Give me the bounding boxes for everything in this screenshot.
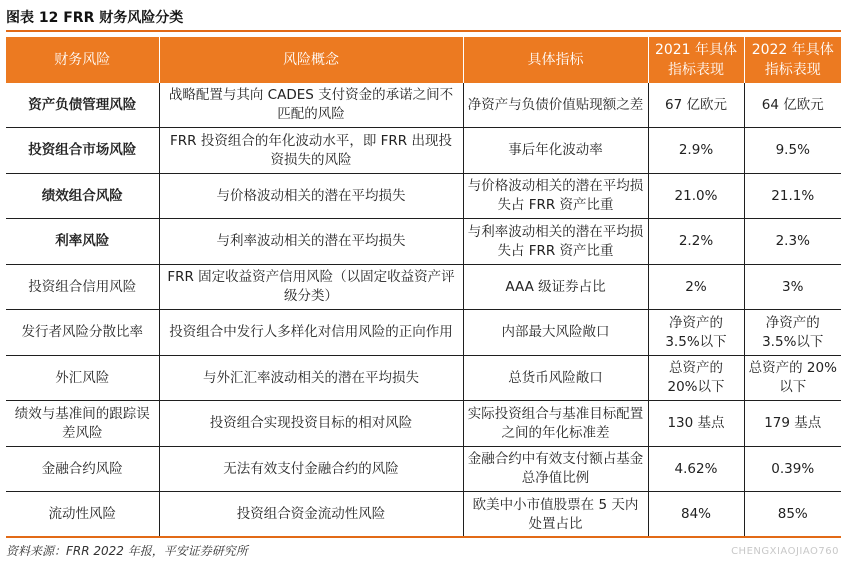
value-2021-cell: 21.0% (648, 174, 744, 219)
indicator-cell: 内部最大风险敞口 (463, 310, 648, 356)
risk-cell: 投资组合信用风险 (6, 265, 159, 310)
source-note: 资料来源：FRR 2022 年报，平安证券研究所 (6, 544, 248, 558)
header-indicator: 具体指标 (463, 37, 648, 83)
watermark: CHENGXIAOJIAO760 (731, 546, 839, 557)
value-2022-cell: 21.1% (744, 174, 841, 219)
value-2022-cell: 0.39% (744, 447, 841, 492)
value-2022-cell: 9.5% (744, 128, 841, 174)
table-row (6, 310, 841, 356)
value-2022-cell: 3% (744, 265, 841, 310)
risk-cell: 资产负债管理风险 (6, 83, 159, 128)
value-2022-cell: 净资产的 3.5%以下 (744, 310, 841, 356)
value-2021-cell: 净资产的 3.5%以下 (648, 310, 744, 356)
risk-cell: 金融合约风险 (6, 447, 159, 492)
value-2022-cell: 85% (744, 492, 841, 538)
table-row (6, 265, 841, 310)
value-2022-cell: 179 基点 (744, 401, 841, 447)
footer-divider (6, 536, 841, 538)
value-2021-cell: 2% (648, 265, 744, 310)
concept-cell: FRR 投资组合的年化波动水平，即 FRR 出现投资损失的风险 (159, 128, 463, 174)
value-2022-cell: 2.3% (744, 219, 841, 265)
value-2021-cell: 总资产的 20%以下 (648, 356, 744, 401)
table-row (6, 128, 841, 174)
indicator-cell: 与价格波动相关的潜在平均损失占 FRR 资产比重 (463, 174, 648, 219)
indicator-cell: 与利率波动相关的潜在平均损失占 FRR 资产比重 (463, 219, 648, 265)
risk-cell: 流动性风险 (6, 492, 159, 538)
concept-cell: 无法有效支付金融合约的风险 (159, 447, 463, 492)
risk-cell: 绩效组合风险 (6, 174, 159, 219)
table-row (6, 401, 841, 447)
value-2021-cell: 2.2% (648, 219, 744, 265)
risk-cell: 绩效与基准间的跟踪误差风险 (6, 401, 159, 447)
risk-table (6, 37, 841, 538)
value-2021-cell: 130 基点 (648, 401, 744, 447)
indicator-cell: 实际投资组合与基准目标配置之间的年化标准差 (463, 401, 648, 447)
value-2022-cell: 64 亿欧元 (744, 83, 841, 128)
concept-cell: 投资组合中发行人多样化对信用风险的正向作用 (159, 310, 463, 356)
header-2022: 2022 年具体指标表现 (744, 37, 841, 83)
concept-cell: 投资组合资金流动性风险 (159, 492, 463, 538)
concept-cell: 与价格波动相关的潜在平均损失 (159, 174, 463, 219)
risk-cell: 发行者风险分散比率 (6, 310, 159, 356)
indicator-cell: 事后年化波动率 (463, 128, 648, 174)
value-2021-cell: 84% (648, 492, 744, 538)
value-2021-cell: 2.9% (648, 128, 744, 174)
table-row (6, 356, 841, 401)
table-row (6, 83, 841, 128)
indicator-cell: 总货币风险敞口 (463, 356, 648, 401)
figure-title: 图表 12 FRR 财务风险分类 (6, 10, 184, 26)
value-2021-cell: 4.62% (648, 447, 744, 492)
indicator-cell: 欧美中小市值股票在 5 天内处置占比 (463, 492, 648, 538)
concept-cell: FRR 固定收益资产信用风险（以固定收益资产评级分类） (159, 265, 463, 310)
table-row (6, 219, 841, 265)
table-header-row (6, 37, 841, 83)
risk-cell: 利率风险 (6, 219, 159, 265)
value-2021-cell: 67 亿欧元 (648, 83, 744, 128)
risk-cell: 外汇风险 (6, 356, 159, 401)
table-row (6, 447, 841, 492)
header-2021: 2021 年具体指标表现 (648, 37, 744, 83)
header-risk: 财务风险 (6, 37, 159, 83)
indicator-cell: 净资产与负债价值贴现额之差 (463, 83, 648, 128)
risk-cell: 投资组合市场风险 (6, 128, 159, 174)
table-row (6, 174, 841, 219)
value-2022-cell: 总资产的 20%以下 (744, 356, 841, 401)
indicator-cell: 金融合约中有效支付额占基金总净值比例 (463, 447, 648, 492)
header-concept: 风险概念 (159, 37, 463, 83)
table-row (6, 492, 841, 538)
indicator-cell: AAA 级证券占比 (463, 265, 648, 310)
concept-cell: 与利率波动相关的潜在平均损失 (159, 219, 463, 265)
concept-cell: 战略配置与其向 CADES 支付资金的承诺之间不匹配的风险 (159, 83, 463, 128)
figure-title-bar (6, 4, 841, 32)
concept-cell: 与外汇汇率波动相关的潜在平均损失 (159, 356, 463, 401)
concept-cell: 投资组合实现投资目标的相对风险 (159, 401, 463, 447)
